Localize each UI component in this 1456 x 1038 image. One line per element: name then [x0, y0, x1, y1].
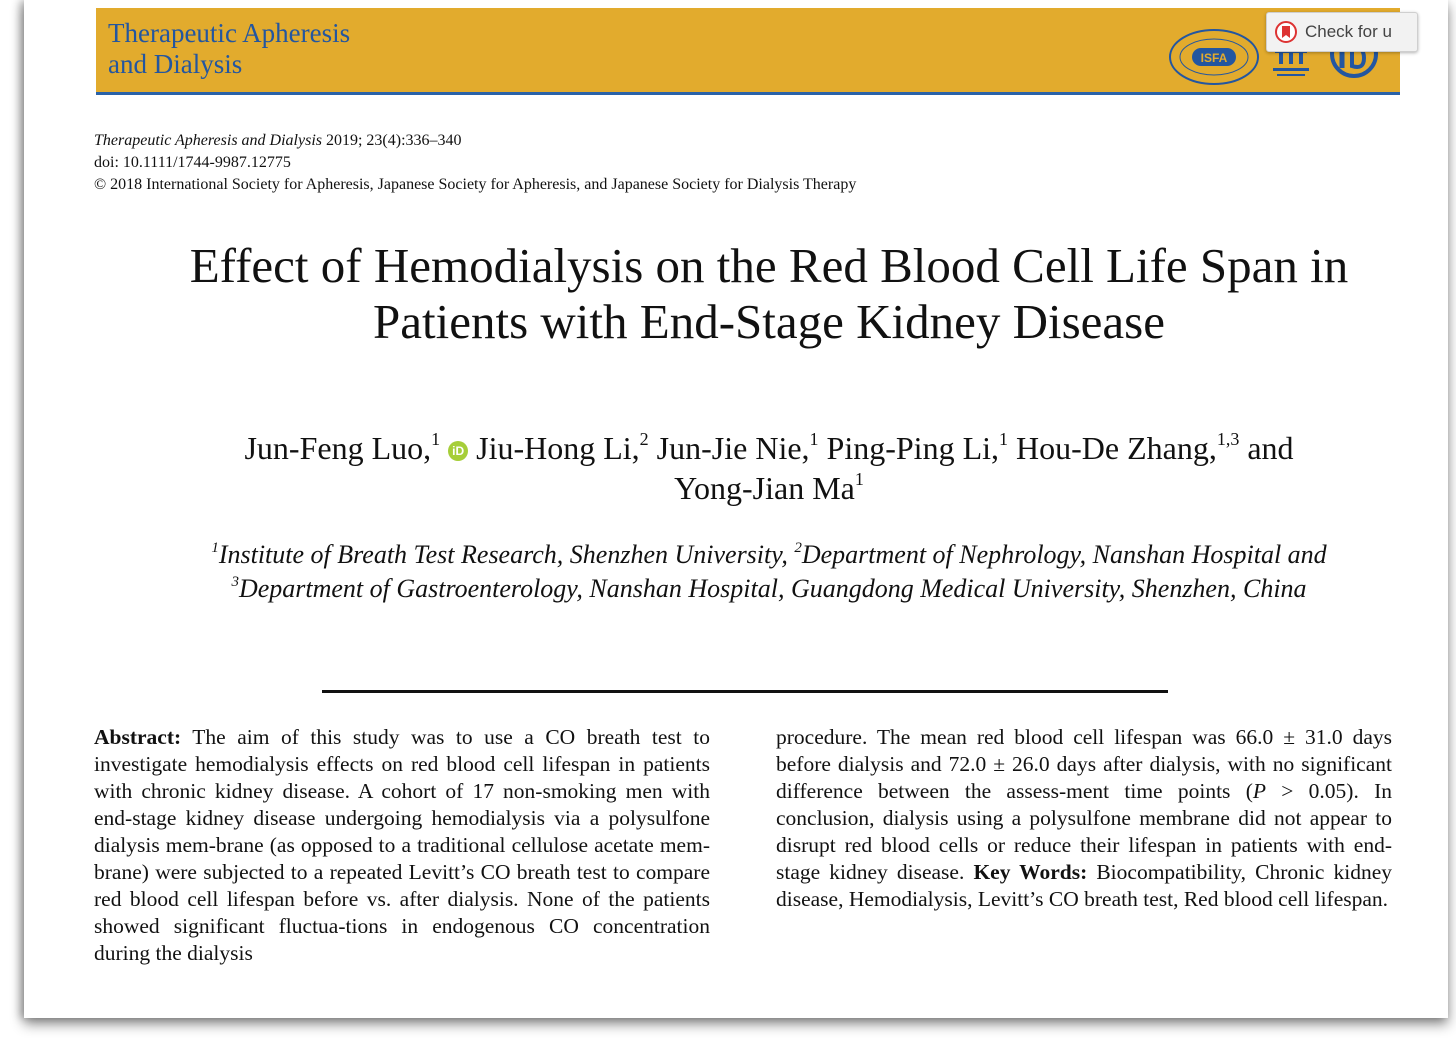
- author-list: [44, 428, 1456, 508]
- author-name[interactable]: Yong-Jian Ma: [674, 470, 855, 506]
- journal-banner: [96, 8, 1400, 95]
- abstract-text-right-2: > 0.05). In conclusion, dialysis using a polysulfone membrane did not appear to disrupt red blood cells or reduce their lifespan in patients with end-stage kidney disease.: [776, 779, 1392, 884]
- author-name[interactable]: Hou-De Zhang,: [1016, 430, 1217, 466]
- check-for-updates-button[interactable]: [1266, 12, 1418, 52]
- journal-name: [108, 18, 350, 80]
- affil-sup: 2: [794, 540, 802, 556]
- author-line1: [44, 428, 1456, 468]
- abstract-column-left: [94, 724, 710, 967]
- affil-text: Department of Nephrology, Nanshan Hospital and: [801, 540, 1327, 569]
- author-name[interactable]: Jiu-Hong Li,: [476, 430, 640, 466]
- author-affil-sup: 1: [431, 429, 441, 449]
- pdf-page: [24, 0, 1448, 1018]
- abstract-text-right-1: procedure. The mean red blood cell lifespan was 66.0 ± 31.0 days before dialysis and 72.0 ± 26.0 days after dialysis, with no significant difference between the assess-ment time points (: [776, 725, 1392, 803]
- orcid-icon[interactable]: iD: [448, 441, 468, 461]
- citation-meta: [94, 130, 856, 196]
- bookmark-icon: [1275, 21, 1297, 43]
- author-line2: [44, 468, 1456, 508]
- affil-sup: 1: [211, 540, 219, 556]
- author-affil-sup: 1: [809, 429, 819, 449]
- citation-line: [94, 130, 856, 152]
- author-affil-sup: 1,3: [1216, 429, 1240, 449]
- isfa-logo-text: ISFA: [1200, 51, 1228, 65]
- isfa-logo-icon: [1168, 28, 1260, 86]
- affiliations: [64, 538, 1456, 606]
- author-name[interactable]: Jun-Jie Nie,: [656, 430, 810, 466]
- abstract-column-right: [776, 724, 1392, 913]
- citation-journal: Therapeutic Apheresis and Dialysis: [94, 132, 322, 149]
- journal-name-line2: and Dialysis: [108, 49, 243, 79]
- copyright: © 2018 International Society for Apheresis, Japanese Society for Apheresis, and Japanese Society for Dialysis Therapy: [94, 176, 857, 193]
- citation-volume: 2019; 23(4):336–340: [321, 132, 462, 149]
- article-title: [64, 238, 1456, 350]
- keywords-label: Key Words:: [973, 860, 1088, 884]
- authors-and: and: [1247, 430, 1294, 466]
- author-affil-sup: 1: [854, 469, 864, 489]
- affil-text: Institute of Breath Test Research, Shenzhen University,: [218, 540, 795, 569]
- p-value-symbol: P: [1252, 779, 1266, 803]
- section-divider: [322, 690, 1168, 693]
- journal-name-line1: Therapeutic Apheresis: [108, 18, 351, 48]
- author-name[interactable]: Ping-Ping Li,: [826, 430, 999, 466]
- keywords-text: Biocompatibility, Chronic kidney disease, Hemodialysis, Levitt’s CO breath test, Red blood cell lifespan.: [776, 860, 1392, 911]
- author-affil-sup: 2: [639, 429, 649, 449]
- check-for-updates-label: Check for u: [1305, 22, 1392, 41]
- abstract-label: Abstract:: [94, 725, 182, 749]
- affiliation-line2: [64, 572, 1456, 606]
- article-title-line2: Patients with End-Stage Kidney Disease: [372, 294, 1165, 349]
- affiliation-line1: [64, 538, 1456, 572]
- article-title-line1: Effect of Hemodialysis on the Red Blood Cell Life Span in: [189, 238, 1349, 293]
- abstract-text-left: The aim of this study was to use a CO breath test to investigate hemodialysis effects on red blood cell lifespan in patients with chronic kidney disease. A cohort of 17 non-smoking men with end-stage kidney disease undergoing hemodialysis via a polysulfone dialysis mem-brane (as opposed to a traditional cellulose acetate mem-brane) were subjected to a repeated Levitt’s CO breath test to compare red blood cell lifespan before vs. after dialysis. None of the patients showed significant fluctua-tions in endogenous CO concentration during the dialysis: [94, 725, 710, 965]
- doi[interactable]: doi: 10.1111/1744-9987.12775: [94, 154, 291, 171]
- affil-sup: 3: [231, 574, 239, 590]
- author-affil-sup: 1: [999, 429, 1008, 449]
- author-name[interactable]: Jun-Feng Luo,: [244, 430, 432, 466]
- affil-text: Department of Gastroenterology, Nanshan Hospital, Guangdong Medical University, Shenzhen, China: [238, 574, 1307, 603]
